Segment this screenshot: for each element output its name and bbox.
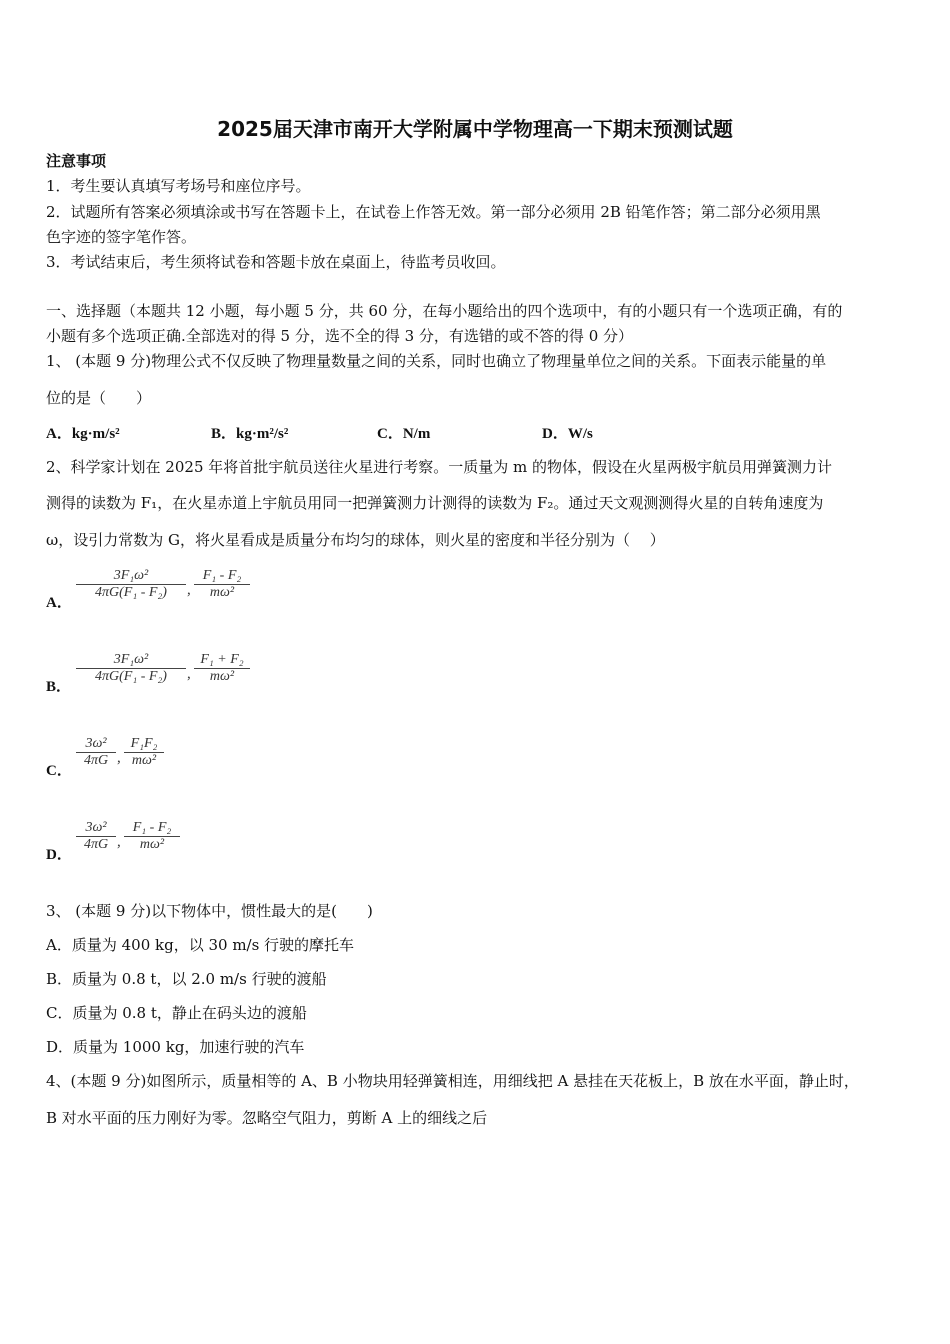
question-1-stem-cont: 位的是（ ） [46, 389, 152, 407]
fraction-denominator: 4πG [76, 836, 116, 853]
question-4-stem: 4、(本题 9 分)如图所示，质量相等的 A、B 小物块用轻弹簧相连，用细线把 A 悬挂在天花板上，B 放在水平面，静止时， [46, 1072, 859, 1090]
fraction-numerator: 3ω² [85, 736, 107, 751]
fraction-numerator: F₁ + F₂ [200, 652, 244, 667]
option-c: C．N/m [377, 426, 431, 442]
q2-option-c-radius [124, 736, 164, 769]
page-title: 2025届天津市南开大学附属中学物理高一下期末预测试题 [217, 117, 733, 141]
option-b: B．kg·m²/s² [211, 426, 289, 442]
fraction-numerator: F₁ - F₂ [132, 820, 172, 835]
fraction-denominator: mω² [124, 752, 164, 769]
q2-option-c-density [76, 736, 116, 769]
notice-item: 1．考生要认真填写考场号和座位序号。 [46, 177, 311, 195]
fraction-denominator: 4πG(F₁ - F₂) [76, 668, 186, 685]
option-a: A．kg·m/s² [46, 426, 120, 442]
q3-option-d: D．质量为 1000 kg，加速行驶的汽车 [46, 1038, 305, 1056]
q2-option-d-density [76, 820, 116, 853]
question-2-stem: 2、科学家计划在 2025 年将首批宇航员送往火星进行考察。一质量为 m 的物体，假设在火星两极宇航员用弹簧测力计 [46, 458, 833, 476]
question-2-stem-cont: 测得的读数为 F₁，在火星赤道上宇航员用同一把弹簧测力计测得的读数为 F₂。通过天文观测测得火星的自转角速度为 [46, 494, 824, 512]
q2-option-b-radius [194, 652, 250, 685]
q2-option-b-density [76, 652, 186, 685]
q3-option-c: C．质量为 0.8 t，静止在码头边的渡船 [46, 1004, 307, 1022]
fraction-numerator: 3F₁ω² [113, 568, 149, 583]
fraction-denominator: 4πG [76, 752, 116, 769]
fraction-denominator: mω² [124, 836, 180, 853]
fraction-denominator: 4πG(F₁ - F₂) [76, 584, 186, 601]
question-1-stem: 1、 (本题 9 分)物理公式不仅反映了物理量数量之间的关系，同时也确立了物理量单位之间的关系。下面表示能量的单 [46, 352, 827, 370]
q2-option-b-label: B． [46, 679, 72, 695]
q2-option-a-label: A． [46, 595, 72, 611]
notice-item: 色字迹的签字笔作答。 [46, 228, 197, 246]
question-4-stem-cont: B 对水平面的压力刚好为零。忽略空气阻力，剪断 A 上的细线之后 [46, 1109, 488, 1127]
q3-option-b: B．质量为 0.8 t，以 2.0 m/s 行驶的渡船 [46, 970, 327, 988]
separator: , [187, 582, 191, 598]
question-2-stem-cont: ω，设引力常数为 G，将火星看成是质量分布均匀的球体，则火星的密度和半径分别为（ ） [46, 531, 665, 549]
q2-option-a-density [76, 568, 186, 601]
separator: , [117, 834, 121, 850]
q2-option-d-label: D． [46, 847, 72, 863]
notice-item: 2．试题所有答案必须填涂或书写在答题卡上，在试卷上作答无效。第一部分必须用 2B 铅笔作答；第二部分必须用黑 [46, 203, 821, 221]
question-3-stem: 3、 (本题 9 分)以下物体中，惯性最大的是( ) [46, 902, 373, 920]
section-heading-cont: 小题有多个选项正确.全部选对的得 5 分，选不全的得 3 分，有选错的或不答的得 0 分） [46, 327, 634, 345]
fraction-denominator: mω² [194, 668, 250, 685]
fraction-denominator: mω² [194, 584, 250, 601]
section-heading: 一、选择题（本题共 12 小题，每小题 5 分，共 60 分，在每小题给出的四个选项中，有的小题只有一个选项正确，有的 [46, 302, 843, 320]
separator: , [117, 750, 121, 766]
fraction-numerator: F₁ - F₂ [202, 568, 242, 583]
q2-option-c-label: C． [46, 763, 72, 779]
fraction-numerator: F₁F₂ [130, 736, 158, 751]
separator: , [187, 666, 191, 682]
q2-option-a-radius [194, 568, 250, 601]
fraction-numerator: 3ω² [85, 820, 107, 835]
notice-item: 3．考试结束后，考生须将试卷和答题卡放在桌面上，待监考员收回。 [46, 253, 506, 271]
fraction-numerator: 3F₁ω² [113, 652, 149, 667]
notice-heading: 注意事项 [46, 152, 107, 170]
q3-option-a: A．质量为 400 kg，以 30 m/s 行驶的摩托车 [46, 936, 355, 954]
q2-option-d-radius [124, 820, 180, 853]
option-d: D．W/s [542, 426, 593, 442]
